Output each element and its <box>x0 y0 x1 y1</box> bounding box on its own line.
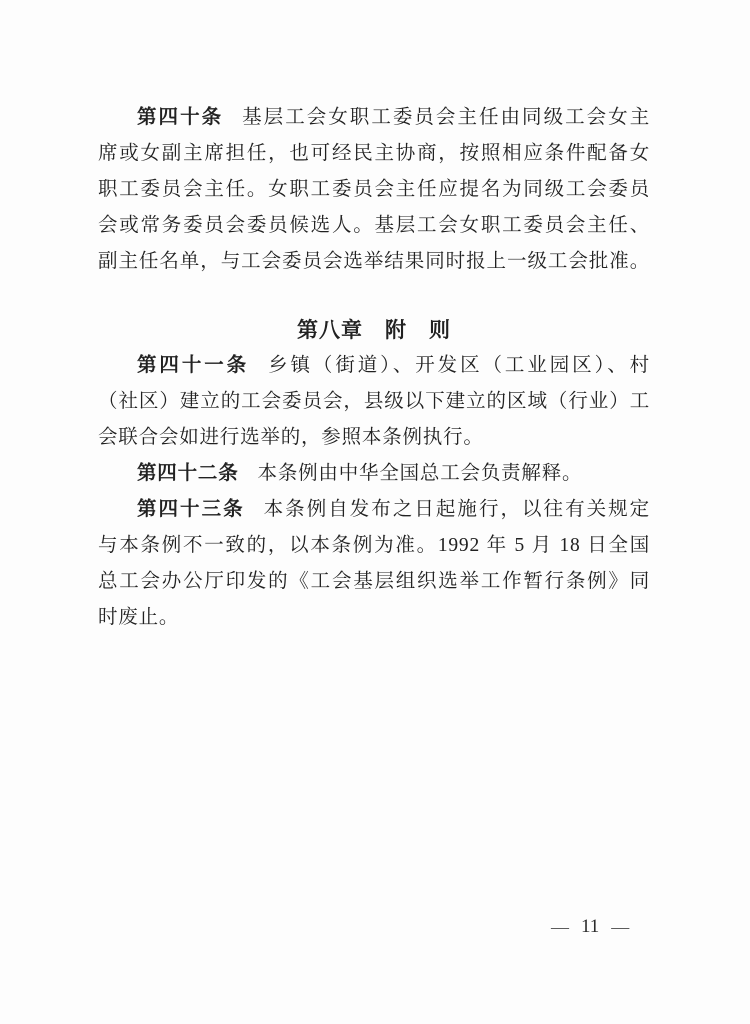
article-term: 第四十三条 <box>137 499 245 520</box>
text-line: 会或常务委员会委员候选人。基层工会女职工委员会主任、 <box>98 215 650 236</box>
text-line: 总工会办公厅印发的《工会基层组织选举工作暂行条例》同 <box>98 571 650 592</box>
text-line: 与本条例不一致的，以本条例为准。1992 年 5 月 18 日全国 <box>98 535 650 556</box>
footer-dash-right: — <box>611 917 630 937</box>
text-line: 时废止。 <box>98 607 180 628</box>
page-footer <box>551 917 629 937</box>
article-text: 本条例自发布之日起施行，以往有关规定 <box>263 499 650 520</box>
text-line <box>98 348 650 384</box>
text-line <box>98 492 650 528</box>
article-text: 本条例由中华全国总工会负责解释。 <box>257 463 583 484</box>
chapter-heading: 第八章 附 则 <box>297 318 451 342</box>
article-42 <box>98 456 650 492</box>
article-40 <box>98 100 650 280</box>
document-body <box>98 100 650 636</box>
article-43 <box>98 492 650 636</box>
text-line: 副主任名单，与工会委员会选举结果同时报上一级工会批准。 <box>98 251 650 272</box>
text-line <box>98 456 650 492</box>
text-line <box>98 100 650 136</box>
article-term: 第四十条 <box>137 107 224 128</box>
text-line: 会联合会如进行选举的，参照本条例执行。 <box>98 427 484 448</box>
article-term: 第四十二条 <box>137 463 239 484</box>
article-text: 乡镇（街道）、开发区（工业园区）、村 <box>268 355 650 376</box>
article-term: 第四十一条 <box>137 355 250 376</box>
footer-dash-left: — <box>551 917 569 937</box>
text-line: 席或女副主席担任，也可经民主协商，按照相应条件配备女 <box>98 143 650 164</box>
text-line: （社区）建立的工会委员会，县级以下建立的区域（行业）工 <box>98 391 650 412</box>
article-text: 基层工会女职工委员会主任由同级工会女主 <box>242 107 651 128</box>
article-41 <box>98 348 650 456</box>
text-line: 职工委员会主任。女职工委员会主任应提名为同级工会委员 <box>98 179 650 200</box>
page-number: 11 <box>581 916 600 937</box>
